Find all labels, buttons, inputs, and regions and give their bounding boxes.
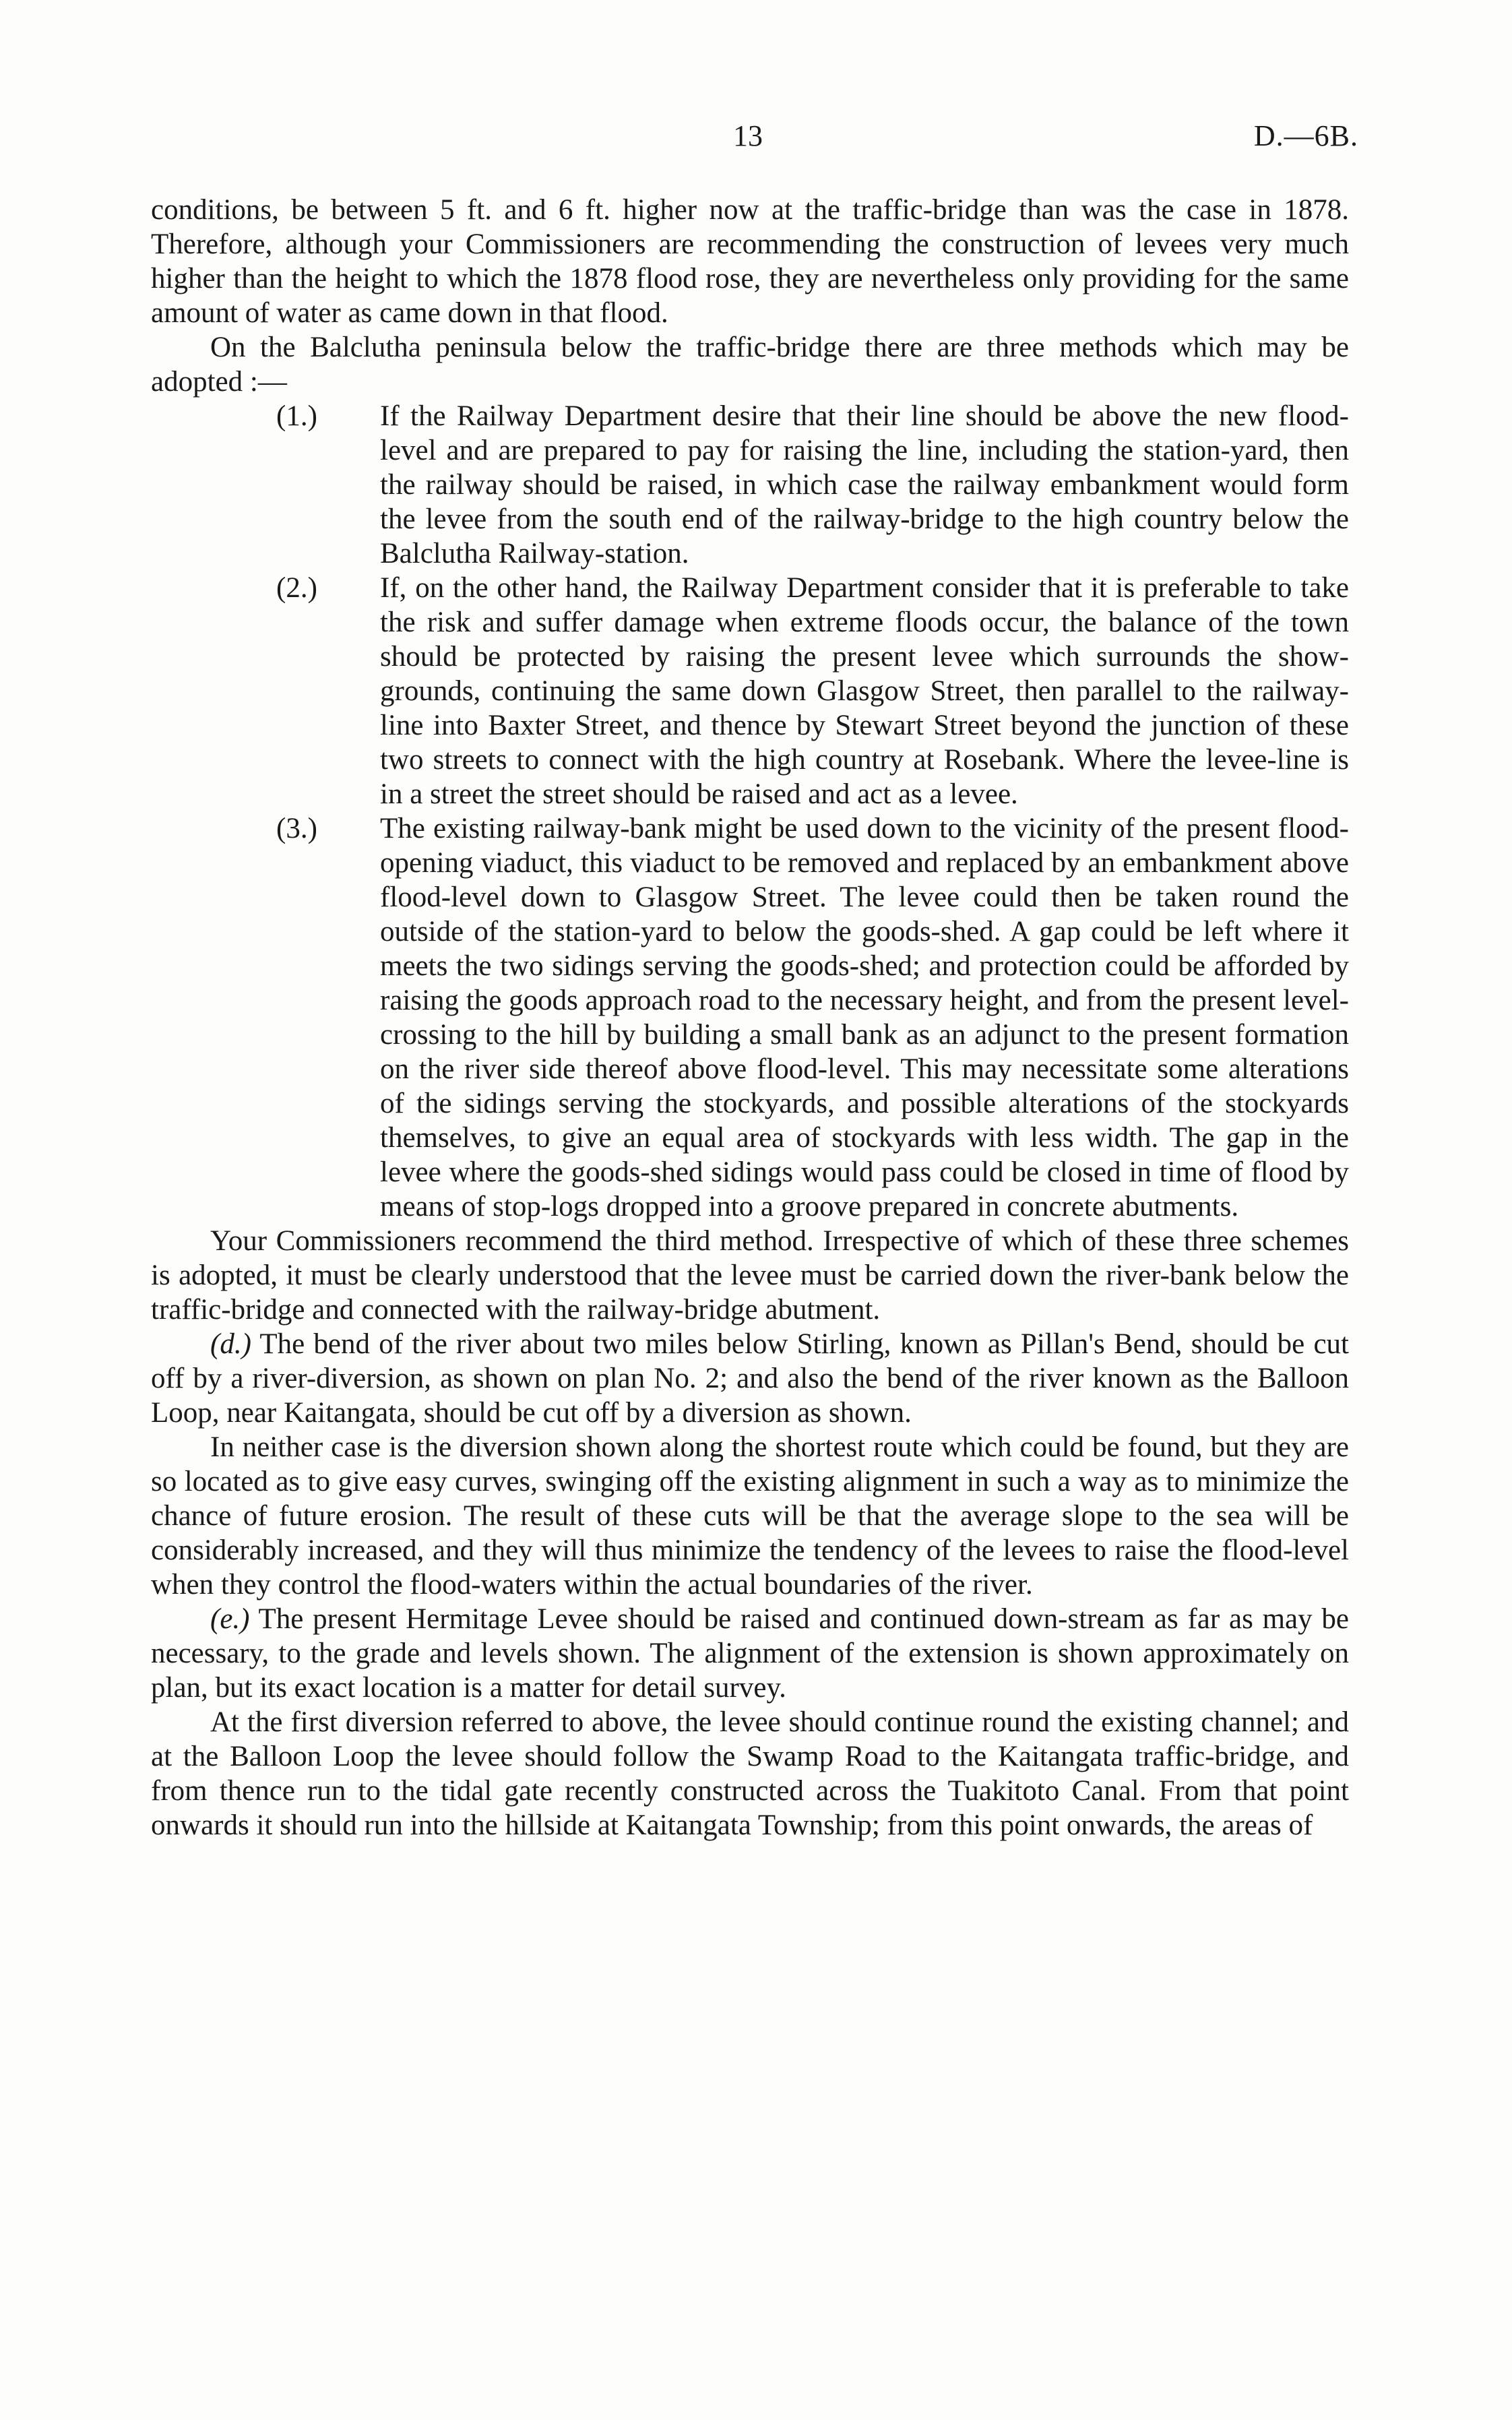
method-item-1 [151,399,1349,571]
method-text: If, on the other hand, the Railway Department consider that it is preferable to take the risk and suffer damage when extreme floods occur, the balance of the town should be protected by raising the present levee which surrounds the show-grounds, continuing the same down Glasgow Street, then parallel to the railway-line into Baxter Street, and thence by Stewart Street beyond the junction of these two streets to connect with the high country at Rosebank. Where the levee-line is in a street the street should be raised and act as a levee. [380,572,1349,810]
paragraph-text: The bend of the river about two miles below Stirling, known as Pillan's Bend, should be cut off by a river-diversion, as shown on plan No. 2; and also the bend of the river known as the Balloon Loop, near Kaitangata, should be cut off by a diversion as shown. [151,1328,1349,1429]
body-text [151,193,1349,1842]
paragraph-continuation: conditions, be between 5 ft. and 6 ft. higher now at the traffic-bridge than was the case in 1878. Therefore, although your Commissioners are recommending the construction of levees very much higher than the height to which the 1878 flood rose, they are nevertheless only providing for the same amount of water as came down in that flood. [151,194,1349,329]
method-number: (3.) [276,813,317,844]
paragraph-text: The present Hermitage Levee should be raised and continued down-stream as far as may be necessary, to the grade and levels shown. The alignment of the extension is shown approximately on plan, but its exact location is a matter for detail survey. [151,1603,1349,1704]
method-number: (1.) [276,400,317,432]
method-text: The existing railway-bank might be used down to the vicinity of the present flood-opening viaduct, this viaduct to be removed and replaced by an embankment above flood-level down to Glasgow Street. The levee could then be taken round the outside of the station-yard to below the goods-shed. A gap could be left where it meets the two sidings serving the goods-shed; and protection could be afforded by raising the goods approach road to the necessary height, and from the present level-crossing to the hill by building a small bank as an adjunct to the present formation on the river side thereof above flood-level. This may necessitate some alterations of the sidings serving the stockyards, and possible alterations of the stockyards themselves, to give an equal area of stockyards with less width. The gap in the levee where the goods-shed sidings would pass could be closed in time of flood by means of stop-logs dropped into a groove prepared in concrete abutments. [380,813,1349,1222]
document-reference: D.—6B. [1253,119,1358,152]
method-item-2 [151,571,1349,811]
method-item-3 [151,811,1349,1224]
paragraph-first-diversion: At the first diversion referred to above, the levee should continue round the existing channel; and at the Balloon Loop the levee should follow the Swamp Road to the Kaitangata traffic-bridge, and from thence run to the tidal gate recently constructed across the Tuakitoto Canal. From that point onwards it should run into the hillside at Kaitangata Township; from this point onwards, the areas of [151,1706,1349,1841]
method-text: If the Railway Department desire that their line should be above the new flood-level and are prepared to pay for raising the line, including the station-yard, then the railway should be raised, in which case the railway embankment would form the levee from the south end of the railway-bridge to the high country below the Balclutha Railway-station. [380,400,1349,569]
paragraph-e [151,1602,1349,1705]
paragraph-methods-intro: On the Balclutha peninsula below the traffic-bridge there are three methods which may be adopted :— [151,332,1349,398]
paragraph-d [151,1327,1349,1430]
page-header [0,119,1512,159]
paragraph-diversion: In neither case is the diversion shown along the shortest route which could be found, but they are so located as to give easy curves, swinging off the existing alignment in such a way as to minimize the chance of future erosion. The result of these cuts will be that the average slope to the sea will be considerably increased, and they will thus minimize the tendency of the levees to raise the flood-level when they control the flood-waters within the actual boundaries of the river. [151,1431,1349,1601]
page-number: 13 [733,119,763,152]
paragraph-label: (e.) [210,1603,250,1635]
paragraph-label: (d.) [210,1328,251,1360]
method-number: (2.) [276,572,317,604]
paragraph-recommendation: Your Commissioners recommend the third method. Irrespective of which of these three schemes is adopted, it must be clearly understood that the levee must be carried down the river-bank below the traffic-bridge and connected with the railway-bridge abutment. [151,1225,1349,1326]
